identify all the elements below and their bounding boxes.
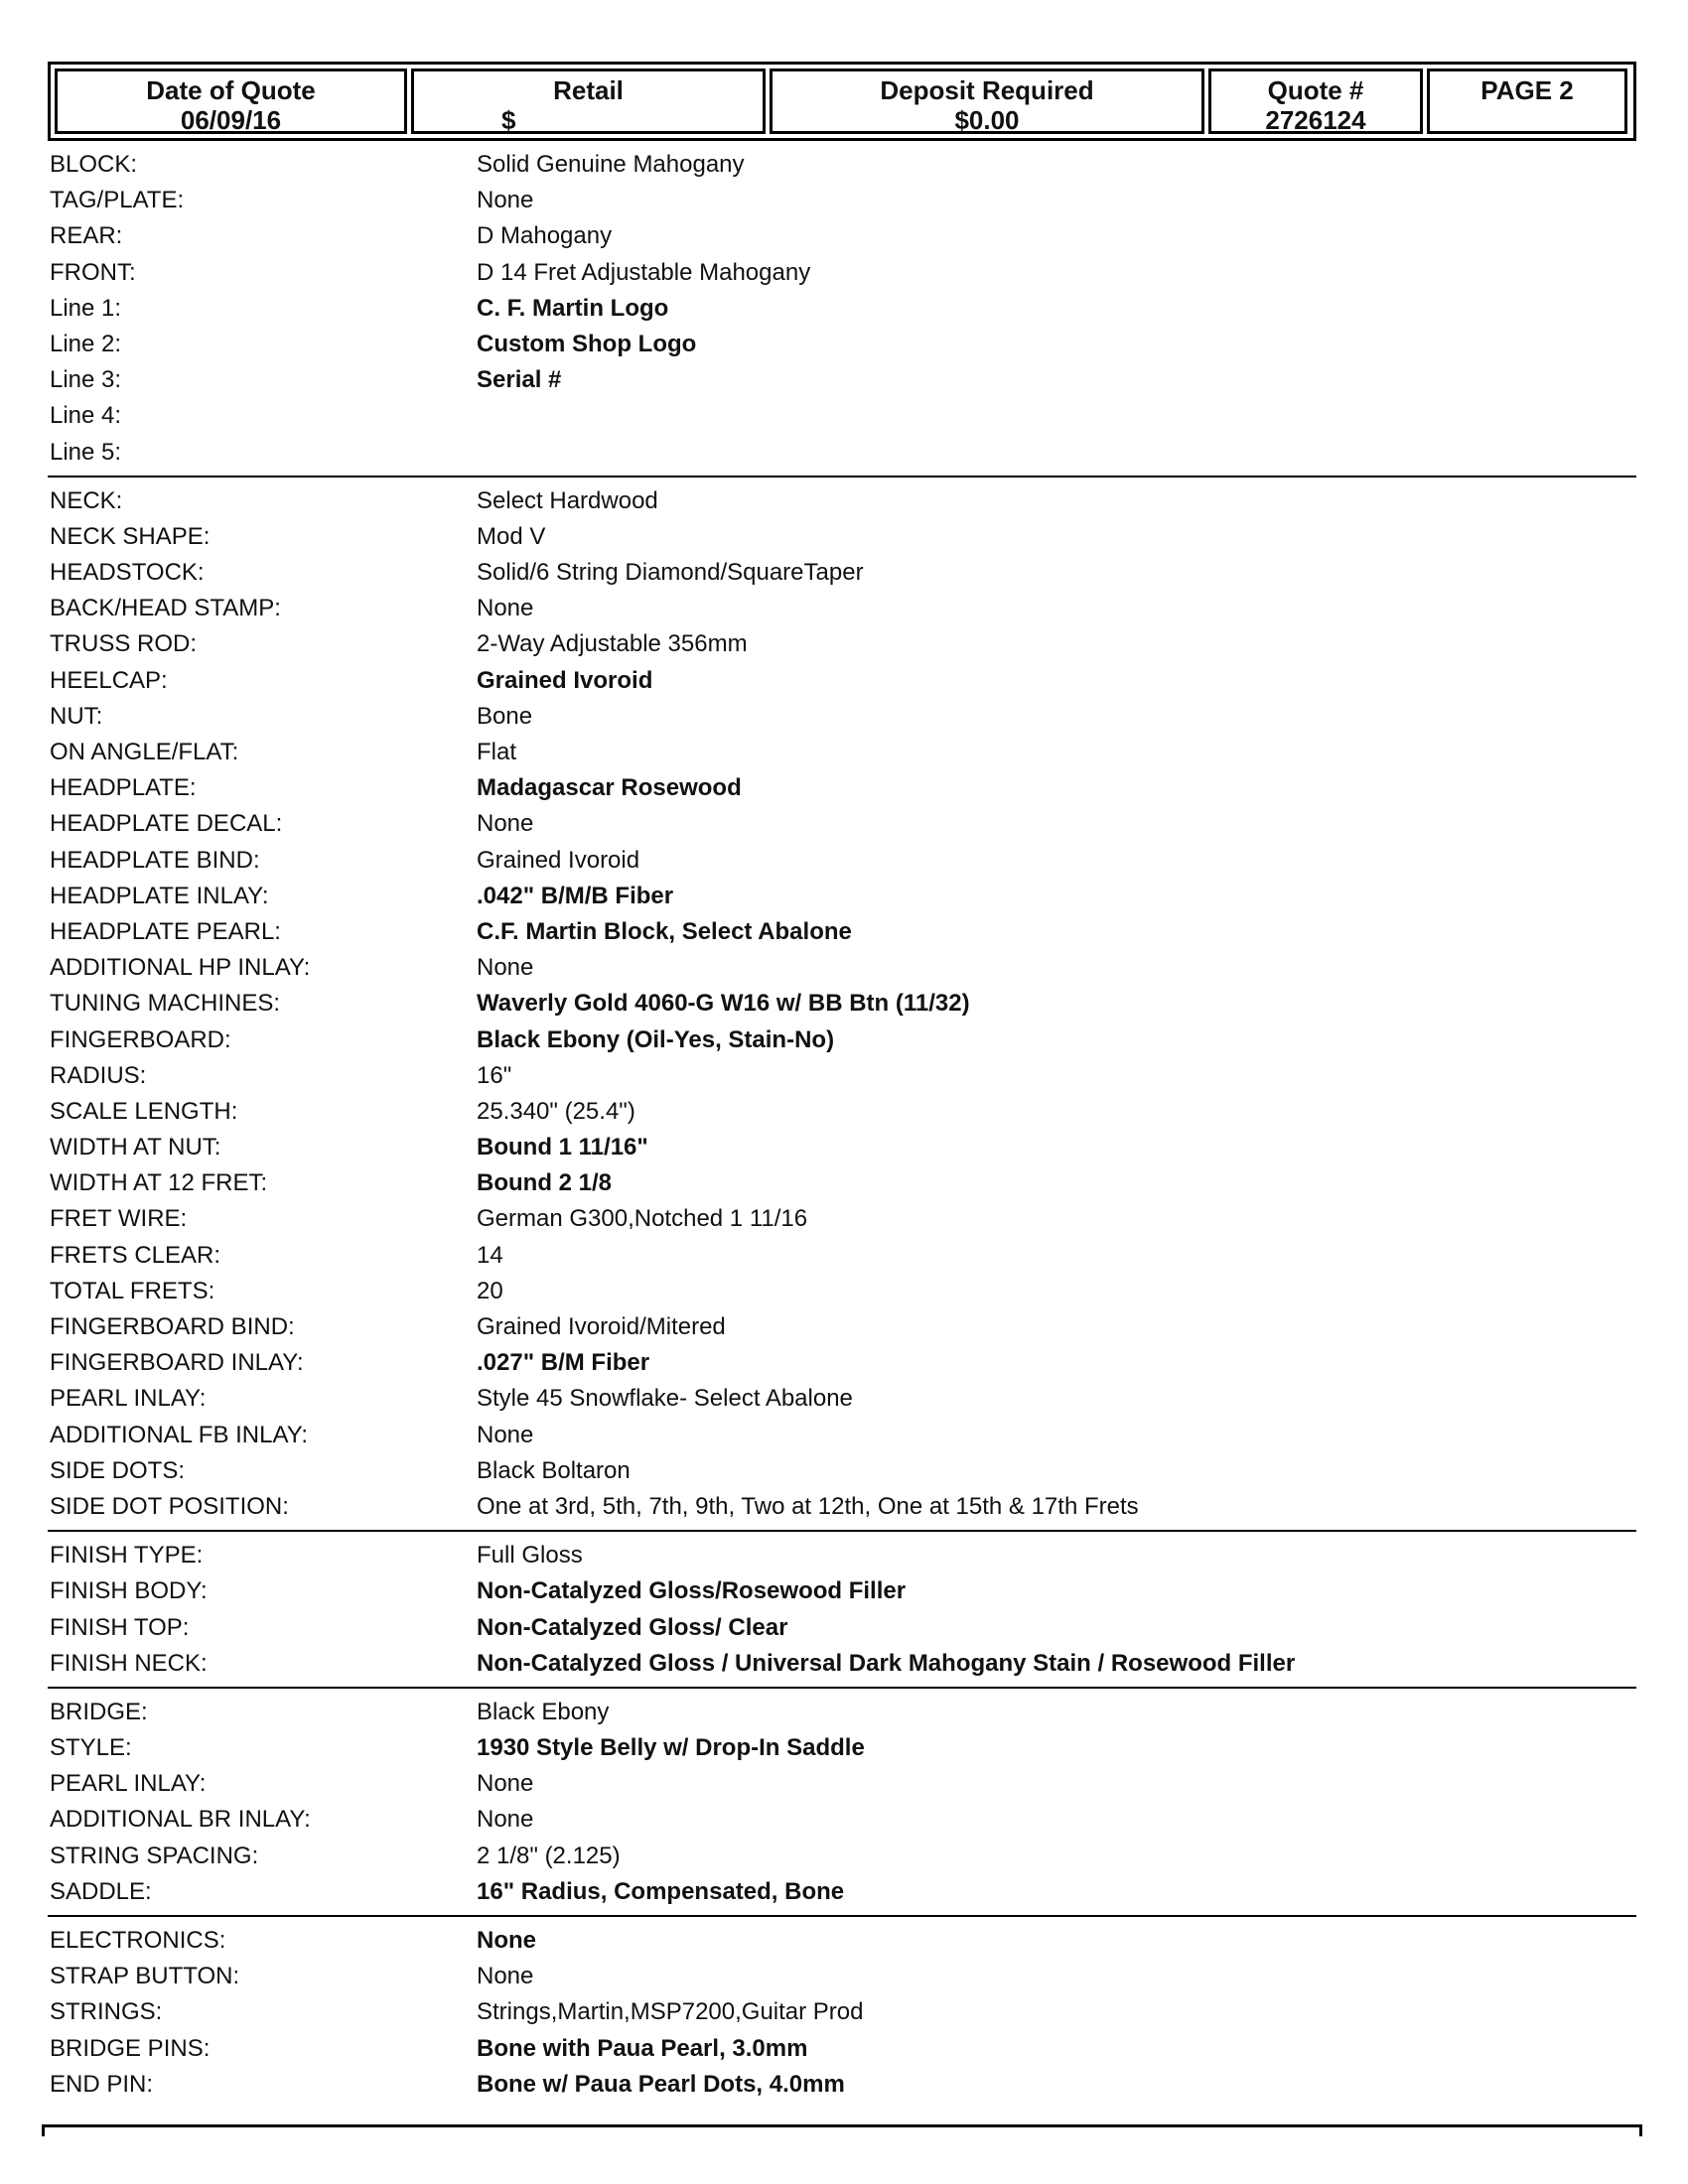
- spec-value: None: [477, 1806, 534, 1834]
- spec-row: [48, 1418, 1636, 1453]
- spec-value: None: [477, 810, 534, 838]
- spec-label: HEADSTOCK:: [50, 559, 205, 587]
- spec-label: RADIUS:: [50, 1061, 147, 1089]
- spec-value: D 14 Fret Adjustable Mahogany: [477, 258, 811, 286]
- spec-value: Black Boltaron: [477, 1456, 631, 1484]
- spec-row: [48, 1646, 1636, 1682]
- spec-row: [48, 914, 1636, 950]
- spec-label: FINISH NECK:: [50, 1649, 208, 1677]
- spec-row: [48, 1058, 1636, 1094]
- spec-value: Solid Genuine Mahogany: [477, 151, 745, 178]
- spec-row: [48, 1489, 1636, 1525]
- spec-label: WIDTH AT 12 FRET:: [50, 1169, 268, 1197]
- spec-label: ADDITIONAL HP INLAY:: [50, 954, 311, 982]
- quote-number-value: 2726124: [1265, 105, 1366, 135]
- spec-row: [48, 986, 1636, 1022]
- spec-label: HEELCAP:: [50, 666, 168, 694]
- spec-value: 25.340" (25.4"): [477, 1097, 635, 1125]
- spec-value: Bone: [477, 702, 533, 730]
- spec-row: [48, 1874, 1636, 1910]
- spec-row: [48, 770, 1636, 806]
- spec-value: Flat: [477, 739, 517, 765]
- spec-value: Non-Catalyzed Gloss / Universal Dark Mahogany Stain / Rosewood Filler: [477, 1649, 1296, 1677]
- spec-row: [48, 699, 1636, 735]
- spec-value: 14: [477, 1241, 503, 1269]
- spec-value: Style 45 Snowflake- Select Abalone: [477, 1385, 853, 1413]
- spec-value: Serial #: [477, 366, 562, 394]
- spec-value: 1930 Style Belly w/ Drop-In Saddle: [477, 1734, 865, 1762]
- spec-value: Grained Ivoroid/Mitered: [477, 1313, 726, 1340]
- spec-label: FINGERBOARD INLAY:: [50, 1349, 304, 1377]
- spec-label: ELECTRONICS:: [50, 1927, 226, 1954]
- spec-label: HEADPLATE PEARL:: [50, 917, 281, 945]
- page-number-label: PAGE 2: [1480, 75, 1574, 105]
- quote-number-cell: [1208, 68, 1423, 134]
- spec-row: [48, 435, 1636, 471]
- spec-value: None: [477, 187, 534, 214]
- spec-row: [48, 1923, 1636, 1959]
- spec-label: HEADPLATE BIND:: [50, 846, 260, 874]
- spec-label: FRET WIRE:: [50, 1205, 188, 1233]
- spec-label: BRIDGE:: [50, 1698, 148, 1725]
- spec-label: SADDLE:: [50, 1877, 152, 1905]
- spec-label: REAR:: [50, 222, 123, 250]
- retail-label: Retail: [553, 75, 624, 105]
- spec-label: STRINGS:: [50, 1998, 163, 2026]
- spec-label: PEARL INLAY:: [50, 1385, 207, 1413]
- spec-label: TUNING MACHINES:: [50, 990, 281, 1018]
- spec-value: None: [477, 1421, 534, 1448]
- spec-value: Grained Ivoroid: [477, 846, 640, 874]
- spec-value: None: [477, 954, 534, 982]
- spec-value: Black Ebony: [477, 1698, 610, 1725]
- spec-row: [48, 483, 1636, 519]
- spec-section: [48, 1538, 1636, 1689]
- spec-label: FINGERBOARD:: [50, 1025, 231, 1053]
- spec-label: SCALE LENGTH:: [50, 1097, 238, 1125]
- spec-row: [48, 1766, 1636, 1802]
- spec-value: Select Hardwood: [477, 486, 658, 514]
- spec-label: FINGERBOARD BIND:: [50, 1313, 295, 1340]
- spec-row: [48, 1802, 1636, 1838]
- spec-label: BRIDGE PINS:: [50, 2034, 211, 2062]
- spec-label: SIDE DOTS:: [50, 1456, 186, 1484]
- quote-header: [48, 62, 1636, 141]
- spec-row: [48, 1573, 1636, 1609]
- spec-value: C.F. Martin Block, Select Abalone: [477, 917, 852, 945]
- spec-row: [48, 1453, 1636, 1489]
- spec-value: Strings,Martin,MSP7200,Guitar Prod: [477, 1998, 864, 2026]
- spec-row: [48, 591, 1636, 626]
- spec-label: TAG/PLATE:: [50, 187, 185, 214]
- deposit-value: $0.00: [954, 105, 1020, 135]
- spec-label: FINISH TOP:: [50, 1613, 190, 1641]
- spec-value: None: [477, 1927, 536, 1954]
- spec-label: STRAP BUTTON:: [50, 1963, 240, 1990]
- quote-page: [48, 62, 1636, 2114]
- spec-label: Line 3:: [50, 366, 122, 394]
- spec-label: WIDTH AT NUT:: [50, 1134, 221, 1161]
- spec-label: Line 1:: [50, 294, 122, 322]
- spec-label: FINISH BODY:: [50, 1577, 208, 1605]
- footer-rule: [42, 2124, 1642, 2127]
- spec-row: [48, 1695, 1636, 1730]
- spec-row: [48, 555, 1636, 591]
- spec-label: ADDITIONAL BR INLAY:: [50, 1806, 311, 1834]
- spec-value: None: [477, 1963, 534, 1990]
- spec-label: Line 2:: [50, 330, 122, 357]
- spec-label: TOTAL FRETS:: [50, 1277, 215, 1304]
- spec-row: [48, 1023, 1636, 1058]
- spec-row: [48, 1994, 1636, 2030]
- spec-row: [48, 1238, 1636, 1274]
- spec-label: ON ANGLE/FLAT:: [50, 739, 239, 765]
- deposit-label: Deposit Required: [880, 75, 1094, 105]
- spec-label: STRING SPACING:: [50, 1842, 259, 1869]
- spec-row: [48, 255, 1636, 291]
- spec-label: BLOCK:: [50, 151, 138, 178]
- spec-row: [48, 843, 1636, 879]
- spec-row: [48, 1839, 1636, 1874]
- spec-row: [48, 1130, 1636, 1165]
- spec-row: [48, 626, 1636, 662]
- spec-row: [48, 806, 1636, 842]
- spec-row: [48, 1201, 1636, 1237]
- spec-value: German G300,Notched 1 11/16: [477, 1205, 808, 1233]
- spec-value: .027" B/M Fiber: [477, 1349, 650, 1377]
- spec-row: [48, 2067, 1636, 2103]
- spec-value: D Mahogany: [477, 222, 613, 250]
- spec-value: Grained Ivoroid: [477, 666, 653, 694]
- spec-label: NUT:: [50, 702, 103, 730]
- spec-value: Waverly Gold 4060-G W16 w/ BB Btn (11/32): [477, 990, 970, 1018]
- spec-row: [48, 1094, 1636, 1130]
- spec-row: [48, 398, 1636, 434]
- spec-label: ADDITIONAL FB INLAY:: [50, 1421, 309, 1448]
- spec-row: [48, 1274, 1636, 1309]
- spec-value: 2 1/8" (2.125): [477, 1842, 621, 1869]
- spec-label: FRONT:: [50, 258, 136, 286]
- spec-label: BACK/HEAD STAMP:: [50, 595, 281, 622]
- spec-value: Custom Shop Logo: [477, 330, 697, 357]
- deposit-cell: [770, 68, 1204, 134]
- spec-row: [48, 1381, 1636, 1417]
- retail-cell: [411, 68, 766, 134]
- spec-label: NECK SHAPE:: [50, 522, 211, 550]
- spec-value: Black Ebony (Oil-Yes, Stain-No): [477, 1025, 835, 1053]
- spec-section: [48, 1923, 1636, 2108]
- spec-row: [48, 291, 1636, 327]
- spec-label: TRUSS ROD:: [50, 630, 198, 658]
- date-of-quote-label: Date of Quote: [146, 75, 316, 105]
- spec-value: C. F. Martin Logo: [477, 294, 669, 322]
- spec-value: .042" B/M/B Fiber: [477, 882, 674, 909]
- spec-label: Line 4:: [50, 402, 122, 430]
- spec-label: PEARL INLAY:: [50, 1770, 207, 1798]
- spec-row: [48, 1165, 1636, 1201]
- spec-row: [48, 1730, 1636, 1766]
- spec-row: [48, 327, 1636, 362]
- spec-label: HEADPLATE INLAY:: [50, 882, 269, 909]
- spec-row: [48, 1345, 1636, 1381]
- spec-value: Mod V: [477, 522, 546, 550]
- spec-value: Full Gloss: [477, 1542, 583, 1570]
- spec-section: [48, 483, 1636, 1532]
- page-number-cell: [1427, 68, 1627, 134]
- spec-value: Bone with Paua Pearl, 3.0mm: [477, 2034, 808, 2062]
- spec-label: Line 5:: [50, 438, 122, 466]
- quote-number-label: Quote #: [1267, 75, 1364, 105]
- spec-value: None: [477, 595, 534, 622]
- spec-value: 16" Radius, Compensated, Bone: [477, 1877, 845, 1905]
- spec-value: 2-Way Adjustable 356mm: [477, 630, 748, 658]
- spec-row: [48, 183, 1636, 218]
- spec-label: END PIN:: [50, 2070, 154, 2098]
- spec-row: [48, 1610, 1636, 1646]
- spec-label: HEADPLATE DECAL:: [50, 810, 283, 838]
- spec-label: HEADPLATE:: [50, 774, 197, 802]
- spec-value: One at 3rd, 5th, 7th, 9th, Two at 12th, One at 15th & 17th Frets: [477, 1492, 1139, 1520]
- spec-section: [48, 147, 1636, 478]
- spec-row: [48, 519, 1636, 555]
- spec-label: SIDE DOT POSITION:: [50, 1492, 289, 1520]
- date-of-quote-value: 06/09/16: [180, 105, 282, 135]
- spec-row: [48, 362, 1636, 398]
- spec-sections: [48, 147, 1636, 2108]
- spec-row: [48, 2031, 1636, 2067]
- spec-value: 16": [477, 1061, 512, 1089]
- spec-value: None: [477, 1770, 534, 1798]
- retail-value: $: [501, 105, 516, 135]
- spec-label: FINISH TYPE:: [50, 1542, 204, 1570]
- spec-row: [48, 1309, 1636, 1345]
- spec-value: Bound 1 11/16": [477, 1134, 648, 1161]
- spec-value: Non-Catalyzed Gloss/Rosewood Filler: [477, 1577, 907, 1605]
- spec-row: [48, 663, 1636, 699]
- spec-label: NECK:: [50, 486, 123, 514]
- spec-value: Non-Catalyzed Gloss/ Clear: [477, 1613, 788, 1641]
- date-of-quote-cell: [55, 68, 407, 134]
- spec-row: [48, 1959, 1636, 1994]
- spec-row: [48, 879, 1636, 914]
- spec-value: Bound 2 1/8: [477, 1169, 613, 1197]
- spec-row: [48, 735, 1636, 770]
- spec-label: STYLE:: [50, 1734, 132, 1762]
- spec-row: [48, 147, 1636, 183]
- spec-section: [48, 1695, 1636, 1917]
- spec-value: Bone w/ Paua Pearl Dots, 4.0mm: [477, 2070, 845, 2098]
- spec-row: [48, 950, 1636, 986]
- spec-label: FRETS CLEAR:: [50, 1241, 221, 1269]
- spec-row: [48, 218, 1636, 254]
- spec-row: [48, 1538, 1636, 1573]
- spec-value: 20: [477, 1277, 503, 1304]
- spec-value: Madagascar Rosewood: [477, 774, 742, 802]
- spec-value: Solid/6 String Diamond/SquareTaper: [477, 559, 864, 587]
